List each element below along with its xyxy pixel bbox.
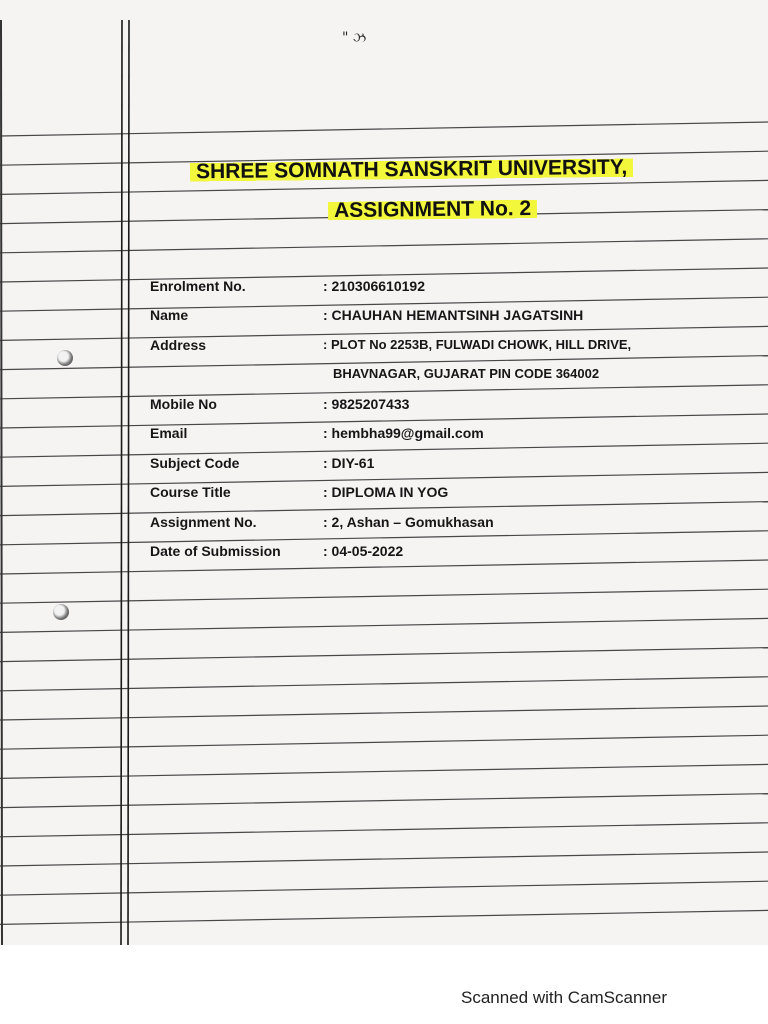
mobile-label: Mobile No bbox=[150, 396, 217, 412]
address-line2-row bbox=[150, 366, 750, 388]
course-title-value: : DIPLOMA IN YOG bbox=[323, 484, 449, 500]
mobile-value: : 9825207433 bbox=[323, 396, 410, 412]
address-label: Address bbox=[150, 337, 207, 353]
subject-code-value: : DIY-61 bbox=[323, 455, 375, 471]
assignment-heading: ASSIGNMENT No. 2 bbox=[328, 197, 537, 223]
submission-date-row bbox=[150, 543, 750, 565]
name-value: : CHAUHAN HEMANTSINH JAGATSINH bbox=[323, 307, 584, 323]
assignment-no-value: : 2, Ashan – Gomukhasan bbox=[323, 514, 494, 530]
enrolment-value: : 210306610192 bbox=[323, 278, 425, 294]
name-row bbox=[150, 307, 750, 329]
enrolment-label: Enrolment No. bbox=[150, 278, 246, 294]
course-title-label: Course Title bbox=[150, 484, 231, 500]
mobile-row bbox=[150, 396, 750, 418]
assignment-no-label: Assignment No. bbox=[150, 514, 257, 530]
top-handwritten-mark: " ઝ bbox=[342, 30, 367, 46]
subject-code-label: Subject Code bbox=[150, 455, 240, 471]
assignment-no-row bbox=[150, 514, 750, 536]
enrolment-row bbox=[150, 278, 750, 300]
address-row bbox=[150, 337, 750, 359]
subject-code-row bbox=[150, 455, 750, 477]
address-value: : PLOT No 2253B, FULWADI CHOWK, HILL DRIVE, bbox=[323, 337, 632, 352]
camscanner-footer: Scanned with CamScanner bbox=[461, 988, 668, 1007]
university-title: SHREE SOMNATH SANSKRIT UNIVERSITY, bbox=[190, 156, 634, 185]
course-title-row bbox=[150, 484, 750, 506]
email-value: : hembha99@gmail.com bbox=[323, 425, 484, 441]
submission-date-value: : 04-05-2022 bbox=[323, 543, 404, 559]
email-label: Email bbox=[150, 425, 188, 441]
address-line2-value: BHAVNAGAR, GUJARAT PIN CODE 364002 bbox=[333, 366, 600, 381]
name-label: Name bbox=[150, 307, 189, 323]
submission-date-label: Date of Submission bbox=[150, 543, 281, 559]
email-row bbox=[150, 425, 750, 447]
